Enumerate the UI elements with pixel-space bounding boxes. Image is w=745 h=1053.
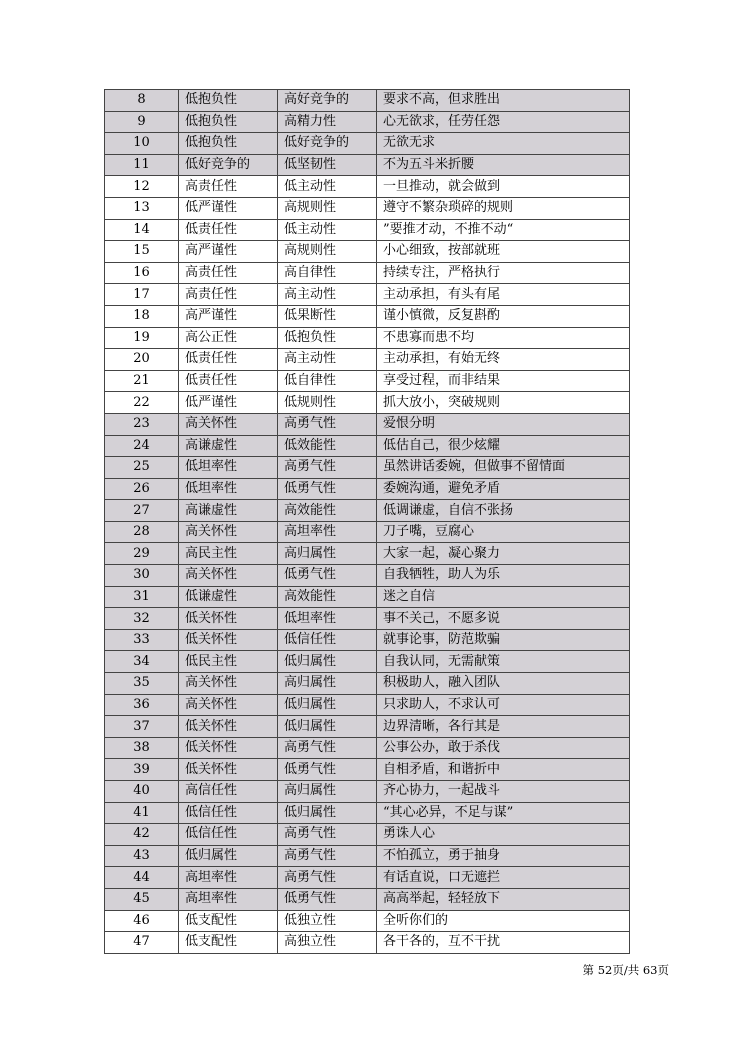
- table-row: [105, 219, 630, 241]
- trait-b-cell: 低勇气性: [278, 565, 377, 587]
- trait-b-cell: 高归属性: [278, 781, 377, 803]
- row-number-cell: 21: [105, 370, 179, 392]
- row-number-cell: 44: [105, 867, 179, 889]
- table-row: [105, 154, 630, 176]
- row-number-cell: 10: [105, 133, 179, 155]
- row-number-cell: 15: [105, 241, 179, 263]
- description-cell: 委婉沟通，避免矛盾: [377, 478, 630, 500]
- trait-a-cell: 低谦虚性: [179, 586, 278, 608]
- row-number-cell: 39: [105, 759, 179, 781]
- row-number-cell: 24: [105, 435, 179, 457]
- description-cell: 全听你们的: [377, 910, 630, 932]
- trait-b-cell: 低勇气性: [278, 478, 377, 500]
- row-number-cell: 38: [105, 737, 179, 759]
- trait-b-cell: 高勇气性: [278, 867, 377, 889]
- table-row: [105, 781, 630, 803]
- description-cell: 齐心协力，一起战斗: [377, 781, 630, 803]
- table-row: [105, 262, 630, 284]
- table-row: [105, 586, 630, 608]
- table-body: [105, 90, 630, 954]
- trait-b-cell: 低坦率性: [278, 608, 377, 630]
- table-row: [105, 608, 630, 630]
- table-row: [105, 651, 630, 673]
- table-row: [105, 197, 630, 219]
- table-row: [105, 111, 630, 133]
- description-cell: 不为五斗米折腰: [377, 154, 630, 176]
- trait-b-cell: 低主动性: [278, 219, 377, 241]
- trait-a-cell: 高信任性: [179, 781, 278, 803]
- description-cell: 虽然讲话委婉，但做事不留情面: [377, 457, 630, 479]
- row-number-cell: 17: [105, 284, 179, 306]
- trait-b-cell: 高独立性: [278, 932, 377, 954]
- table-row: [105, 802, 630, 824]
- page-footer: 第 52页/共 63页: [582, 963, 669, 977]
- description-cell: “其心必异，不足与谋”: [377, 802, 630, 824]
- row-number-cell: 26: [105, 478, 179, 500]
- table-row: [105, 370, 630, 392]
- trait-a-cell: 高谦虚性: [179, 435, 278, 457]
- trait-b-cell: 高效能性: [278, 500, 377, 522]
- trait-a-cell: 高责任性: [179, 176, 278, 198]
- description-cell: 要求不高，但求胜出: [377, 90, 630, 112]
- trait-b-cell: 高勇气性: [278, 413, 377, 435]
- description-cell: ”要推才动，不推不动“: [377, 219, 630, 241]
- table-row: [105, 478, 630, 500]
- trait-a-cell: 低严谨性: [179, 392, 278, 414]
- trait-b-cell: 低归属性: [278, 716, 377, 738]
- description-cell: 低估自己，很少炫耀: [377, 435, 630, 457]
- trait-a-cell: 低支配性: [179, 932, 278, 954]
- description-cell: 主动承担，有始无终: [377, 349, 630, 371]
- description-cell: 不怕孤立，勇于抽身: [377, 845, 630, 867]
- trait-b-cell: 低果断性: [278, 305, 377, 327]
- trait-a-cell: 低坦率性: [179, 478, 278, 500]
- table-row: [105, 932, 630, 954]
- row-number-cell: 45: [105, 888, 179, 910]
- row-number-cell: 28: [105, 521, 179, 543]
- description-cell: 持续专注，严格执行: [377, 262, 630, 284]
- row-number-cell: 32: [105, 608, 179, 630]
- row-number-cell: 25: [105, 457, 179, 479]
- trait-a-cell: 低关怀性: [179, 759, 278, 781]
- trait-b-cell: 低自律性: [278, 370, 377, 392]
- trait-b-cell: 高自律性: [278, 262, 377, 284]
- trait-b-cell: 高规则性: [278, 197, 377, 219]
- table-row: [105, 305, 630, 327]
- description-cell: 刀子嘴，豆腐心: [377, 521, 630, 543]
- trait-a-cell: 低抱负性: [179, 111, 278, 133]
- description-cell: 就事论事，防范欺骗: [377, 629, 630, 651]
- row-number-cell: 8: [105, 90, 179, 112]
- row-number-cell: 37: [105, 716, 179, 738]
- row-number-cell: 18: [105, 305, 179, 327]
- trait-a-cell: 低坦率性: [179, 457, 278, 479]
- trait-a-cell: 高坦率性: [179, 888, 278, 910]
- row-number-cell: 29: [105, 543, 179, 565]
- trait-a-cell: 低关怀性: [179, 737, 278, 759]
- row-number-cell: 11: [105, 154, 179, 176]
- trait-b-cell: 低规则性: [278, 392, 377, 414]
- table-row: [105, 694, 630, 716]
- trait-b-cell: 高主动性: [278, 349, 377, 371]
- description-cell: 遵守不繁杂琐碎的规则: [377, 197, 630, 219]
- trait-a-cell: 低关怀性: [179, 716, 278, 738]
- table-row: [105, 176, 630, 198]
- trait-a-cell: 高坦率性: [179, 867, 278, 889]
- description-cell: 小心细致，按部就班: [377, 241, 630, 263]
- description-cell: 各干各的，互不干扰: [377, 932, 630, 954]
- description-cell: 享受过程，而非结果: [377, 370, 630, 392]
- table-row: [105, 500, 630, 522]
- trait-b-cell: 低勇气性: [278, 759, 377, 781]
- table-row: [105, 910, 630, 932]
- table-row: [105, 90, 630, 112]
- trait-a-cell: 低民主性: [179, 651, 278, 673]
- table-row: [105, 845, 630, 867]
- row-number-cell: 12: [105, 176, 179, 198]
- trait-b-cell: 低主动性: [278, 176, 377, 198]
- row-number-cell: 41: [105, 802, 179, 824]
- description-cell: 心无欲求，任劳任怨: [377, 111, 630, 133]
- trait-a-cell: 低关怀性: [179, 608, 278, 630]
- trait-a-cell: 高严谨性: [179, 305, 278, 327]
- trait-a-cell: 低抱负性: [179, 133, 278, 155]
- description-cell: 高高举起，轻轻放下: [377, 888, 630, 910]
- table-row: [105, 435, 630, 457]
- row-number-cell: 33: [105, 629, 179, 651]
- trait-a-cell: 高谦虚性: [179, 500, 278, 522]
- trait-a-cell: 低责任性: [179, 219, 278, 241]
- table-row: [105, 349, 630, 371]
- trait-a-cell: 低归属性: [179, 845, 278, 867]
- row-number-cell: 16: [105, 262, 179, 284]
- row-number-cell: 22: [105, 392, 179, 414]
- row-number-cell: 35: [105, 673, 179, 695]
- table-row: [105, 413, 630, 435]
- table-row: [105, 327, 630, 349]
- trait-b-cell: 高坦率性: [278, 521, 377, 543]
- trait-a-cell: 高关怀性: [179, 673, 278, 695]
- trait-b-cell: 低归属性: [278, 651, 377, 673]
- trait-b-cell: 高归属性: [278, 543, 377, 565]
- table-row: [105, 673, 630, 695]
- trait-combination-table: [104, 89, 630, 954]
- trait-a-cell: 低信任性: [179, 802, 278, 824]
- trait-b-cell: 高好竞争的: [278, 90, 377, 112]
- description-cell: 边界清晰，各行其是: [377, 716, 630, 738]
- row-number-cell: 30: [105, 565, 179, 587]
- row-number-cell: 40: [105, 781, 179, 803]
- trait-a-cell: 高责任性: [179, 284, 278, 306]
- row-number-cell: 9: [105, 111, 179, 133]
- trait-b-cell: 低归属性: [278, 802, 377, 824]
- description-cell: 有话直说，口无遮拦: [377, 867, 630, 889]
- trait-a-cell: 高严谨性: [179, 241, 278, 263]
- trait-a-cell: 低支配性: [179, 910, 278, 932]
- table-row: [105, 888, 630, 910]
- trait-b-cell: 低效能性: [278, 435, 377, 457]
- trait-b-cell: 高勇气性: [278, 824, 377, 846]
- description-cell: 抓大放小，突破规则: [377, 392, 630, 414]
- trait-a-cell: 高关怀性: [179, 521, 278, 543]
- description-cell: 爱恨分明: [377, 413, 630, 435]
- description-cell: 自我认同，无需献策: [377, 651, 630, 673]
- row-number-cell: 19: [105, 327, 179, 349]
- trait-b-cell: 低抱负性: [278, 327, 377, 349]
- row-number-cell: 47: [105, 932, 179, 954]
- table-row: [105, 543, 630, 565]
- trait-a-cell: 高关怀性: [179, 413, 278, 435]
- trait-b-cell: 高主动性: [278, 284, 377, 306]
- row-number-cell: 27: [105, 500, 179, 522]
- description-cell: 主动承担，有头有尾: [377, 284, 630, 306]
- description-cell: 无欲无求: [377, 133, 630, 155]
- description-cell: 谨小慎微，反复斟酌: [377, 305, 630, 327]
- trait-a-cell: 高关怀性: [179, 565, 278, 587]
- trait-b-cell: 低独立性: [278, 910, 377, 932]
- trait-a-cell: 低好竞争的: [179, 154, 278, 176]
- trait-a-cell: 低关怀性: [179, 629, 278, 651]
- description-cell: 自相矛盾，和谐折中: [377, 759, 630, 781]
- trait-b-cell: 低坚韧性: [278, 154, 377, 176]
- table-row: [105, 824, 630, 846]
- trait-b-cell: 高归属性: [278, 673, 377, 695]
- trait-a-cell: 高关怀性: [179, 694, 278, 716]
- row-number-cell: 20: [105, 349, 179, 371]
- table-row: [105, 133, 630, 155]
- trait-b-cell: 低归属性: [278, 694, 377, 716]
- trait-b-cell: 高勇气性: [278, 737, 377, 759]
- trait-b-cell: 高规则性: [278, 241, 377, 263]
- description-cell: 积极助人，融入团队: [377, 673, 630, 695]
- description-cell: 迷之自信: [377, 586, 630, 608]
- trait-b-cell: 高勇气性: [278, 845, 377, 867]
- row-number-cell: 14: [105, 219, 179, 241]
- row-number-cell: 46: [105, 910, 179, 932]
- row-number-cell: 23: [105, 413, 179, 435]
- row-number-cell: 36: [105, 694, 179, 716]
- trait-b-cell: 高勇气性: [278, 457, 377, 479]
- table-row: [105, 392, 630, 414]
- description-cell: 一旦推动，就会做到: [377, 176, 630, 198]
- trait-a-cell: 高责任性: [179, 262, 278, 284]
- trait-a-cell: 低抱负性: [179, 90, 278, 112]
- description-cell: 公事公办，敢于杀伐: [377, 737, 630, 759]
- description-cell: 大家一起，凝心聚力: [377, 543, 630, 565]
- table-row: [105, 737, 630, 759]
- trait-b-cell: 低信任性: [278, 629, 377, 651]
- table-row: [105, 867, 630, 889]
- description-cell: 自我牺牲，助人为乐: [377, 565, 630, 587]
- table-row: [105, 565, 630, 587]
- trait-b-cell: 低勇气性: [278, 888, 377, 910]
- trait-a-cell: 低责任性: [179, 370, 278, 392]
- table-row: [105, 457, 630, 479]
- description-cell: 不患寡而患不均: [377, 327, 630, 349]
- trait-a-cell: 高公正性: [179, 327, 278, 349]
- row-number-cell: 42: [105, 824, 179, 846]
- trait-a-cell: 高民主性: [179, 543, 278, 565]
- trait-a-cell: 低责任性: [179, 349, 278, 371]
- trait-a-cell: 低信任性: [179, 824, 278, 846]
- table-row: [105, 716, 630, 738]
- trait-b-cell: 低好竞争的: [278, 133, 377, 155]
- trait-b-cell: 高效能性: [278, 586, 377, 608]
- row-number-cell: 13: [105, 197, 179, 219]
- table-row: [105, 241, 630, 263]
- table-row: [105, 629, 630, 651]
- description-cell: 只求助人，不求认可: [377, 694, 630, 716]
- row-number-cell: 34: [105, 651, 179, 673]
- description-cell: 事不关己，不愿多说: [377, 608, 630, 630]
- table-row: [105, 521, 630, 543]
- trait-a-cell: 低严谨性: [179, 197, 278, 219]
- description-cell: 低调谦虚，自信不张扬: [377, 500, 630, 522]
- row-number-cell: 31: [105, 586, 179, 608]
- description-cell: 勇诛人心: [377, 824, 630, 846]
- row-number-cell: 43: [105, 845, 179, 867]
- table-row: [105, 759, 630, 781]
- trait-b-cell: 高精力性: [278, 111, 377, 133]
- table-row: [105, 284, 630, 306]
